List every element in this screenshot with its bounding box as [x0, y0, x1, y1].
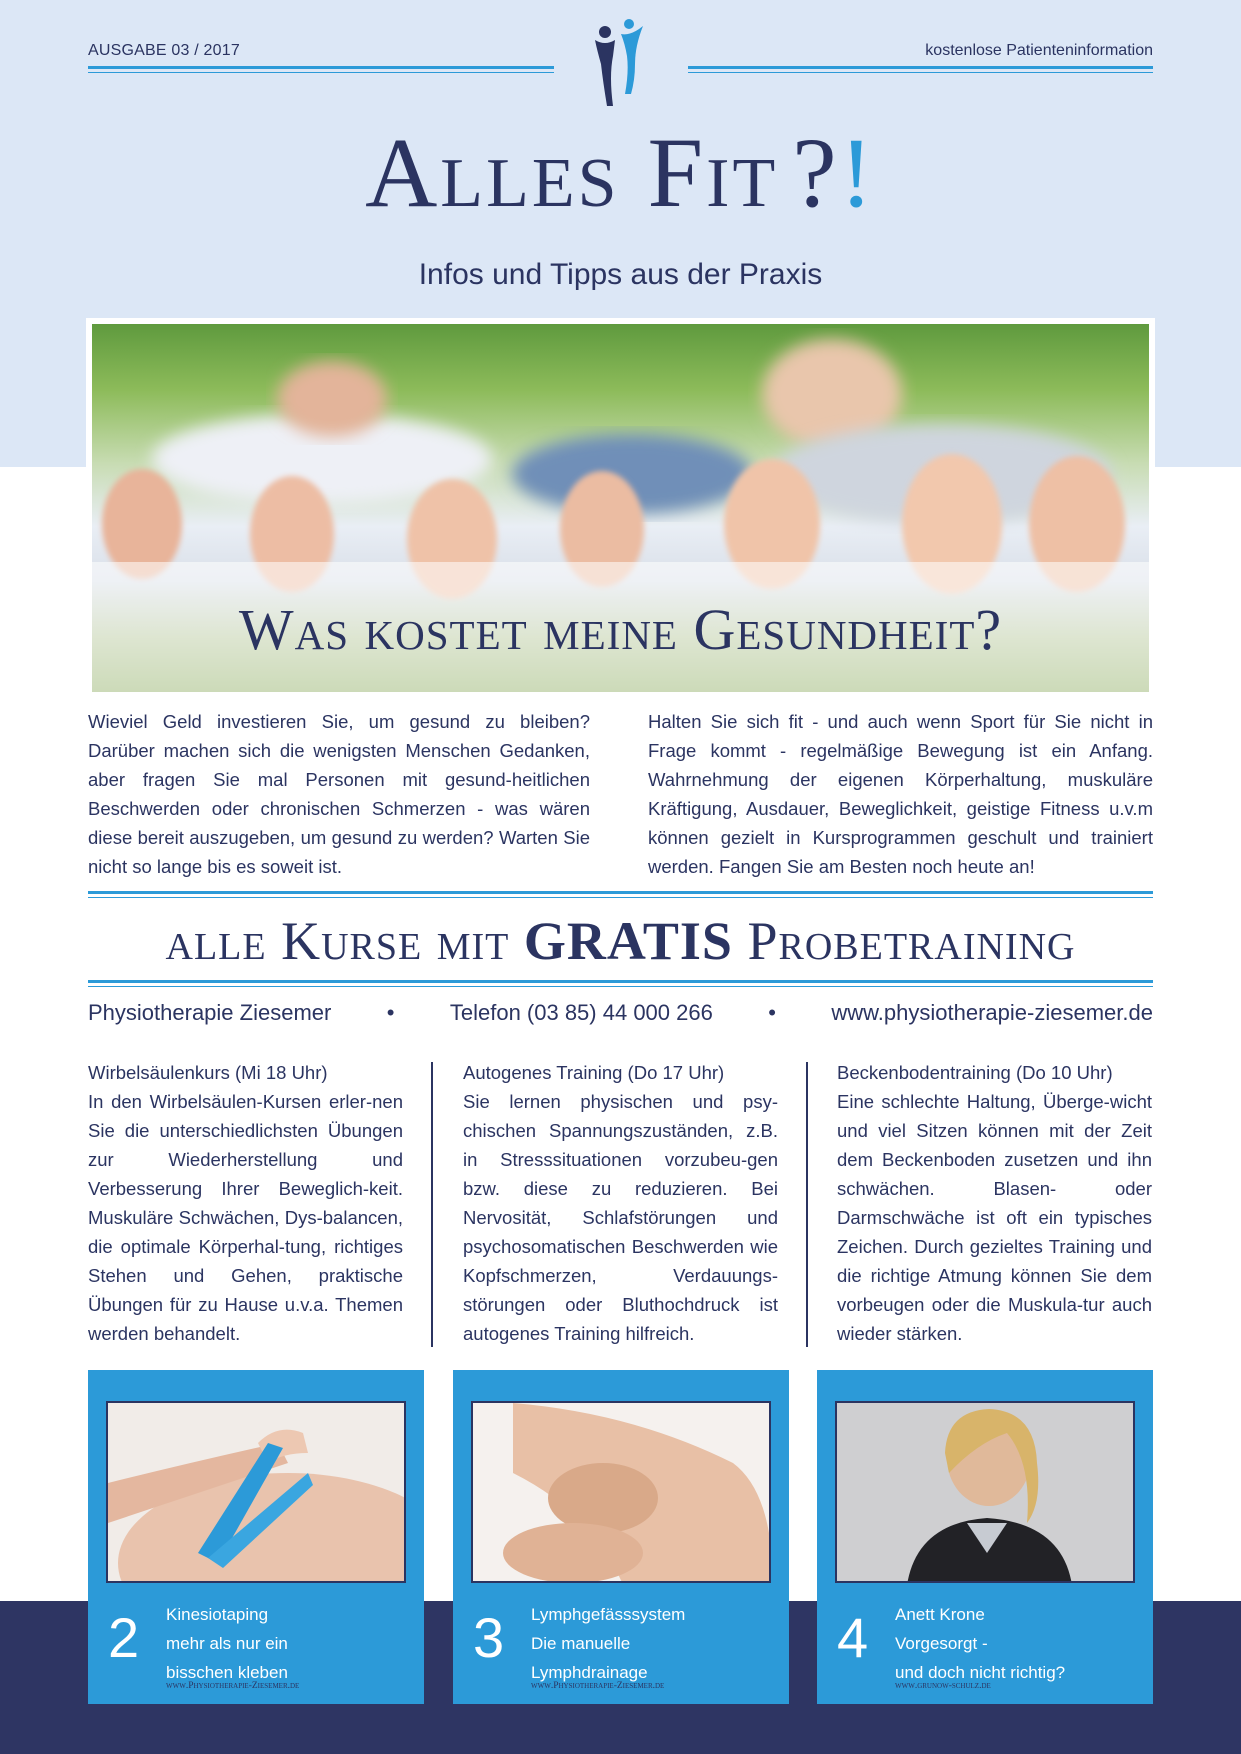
- promo-part2: Probetraining: [747, 911, 1076, 971]
- masthead-exclamation: !: [839, 117, 876, 228]
- header-rule-right: [688, 66, 1153, 73]
- course-autogenes-training: [463, 1058, 778, 1348]
- card-number: 3: [473, 1606, 505, 1669]
- contact-name: Physiotherapie Ziesemer: [88, 1000, 332, 1025]
- card-line: Lymphdrainage: [531, 1663, 648, 1682]
- header-rule-left: [88, 66, 554, 73]
- contact-web[interactable]: www.physiotherapie-ziesemer.de: [831, 1000, 1153, 1025]
- card-number: 2: [108, 1606, 140, 1669]
- portrait-photo: [835, 1401, 1135, 1583]
- intro-text-left: Wieviel Geld investieren Sie, um gesund zu bleiben? Darüber machen sich die wenigsten Menschen Gedanken, aber fragen Sie mal Personen mit gesund-heitlichen Beschwerden oder chronischen Schmerzen - was wären diese bereit auszugeben, um gesund zu werden? Warten Sie nicht so lange bis es soweit ist.: [88, 711, 590, 877]
- course-text: In den Wirbelsäulen-Kursen erler-nen Sie die unterschiedlichsten Übungen zur Wiederherstellung und Verbesserung Ihrer Beweglich-keit. Muskuläre Schwächen, Dys-balancen, die optimale Körperhal-tung, richtiges Stehen und Gehen, praktische Übungen für zu Hause u.v.a. Themen werden behandelt.: [88, 1091, 403, 1344]
- kinesiotaping-photo: [106, 1401, 406, 1583]
- masthead-title: [0, 118, 1241, 228]
- hero-image: [92, 324, 1149, 692]
- people-logo-icon: [591, 16, 649, 108]
- card-text: [895, 1600, 1065, 1687]
- promo-bold: GRATIS: [523, 911, 733, 971]
- promo-rule-bottom: [88, 980, 1153, 987]
- contact-phone: Telefon (03 85) 44 000 266: [449, 1000, 713, 1025]
- card-line: Vorgesorgt -: [895, 1634, 988, 1653]
- course-title: Beckenbodentraining (Do 10 Uhr): [837, 1062, 1113, 1083]
- teaser-card-lymphdrainage[interactable]: [453, 1370, 789, 1704]
- promo-rule-top: [88, 891, 1153, 898]
- course-text: Sie lernen physischen und psy-chischen Spannungszuständen, z.B. in Stresssituationen vorzubeu-gen bzw. diese zu reduzieren. Bei Nervosität, Schlafstörungen und psychosomatischen Beschwerden wie Kopfschmerzen, Verdauungs-störungen oder Bluthochdruck ist autogenes Training hilfreich.: [463, 1091, 778, 1344]
- contact-bullet: •: [386, 1000, 395, 1025]
- card-url[interactable]: www.grunow-schulz.de: [895, 1681, 991, 1691]
- card-line: Die manuelle: [531, 1634, 631, 1653]
- promo-part1: alle Kurse mit: [165, 911, 510, 971]
- card-line: Kinesiotaping: [166, 1605, 269, 1624]
- course-beckenboden: [837, 1058, 1152, 1348]
- course-title: Wirbelsäulenkurs (Mi 18 Uhr): [88, 1062, 328, 1083]
- card-line: bisschen kleben: [166, 1663, 288, 1682]
- course-text: Eine schlechte Haltung, Überge-wicht und viel Sitzen können mit der Zeit dem Beckenboden zusetzen und ihn schwächen. Blasen- oder Darmschwäche ist oft ein typisches Zeichen. Durch gezieltes Training und die richtige Atmung können Sie dem vorbeugen oder die Muskula-tur auch wieder stärken.: [837, 1091, 1152, 1344]
- teaser-card-anett-krone[interactable]: [817, 1370, 1153, 1704]
- hero-heading: Was kostet meine Gesundheit?: [238, 597, 1003, 662]
- tagline: kostenlose Patienteninformation: [925, 42, 1153, 59]
- masthead-main: Alles Fit: [365, 117, 779, 228]
- contact-line: [88, 1000, 1153, 1026]
- course-wirbelsaeule: [88, 1058, 403, 1348]
- column-divider: [431, 1062, 433, 1347]
- card-url[interactable]: www.Physiotherapie-Ziesemer.de: [166, 1681, 300, 1691]
- contact-bullet: •: [768, 1000, 776, 1025]
- issue-label: AUSGABE 03 / 2017: [88, 42, 240, 59]
- promo-headline: [0, 910, 1241, 972]
- lymphdrainage-photo: [471, 1401, 771, 1583]
- card-number: 4: [837, 1606, 869, 1669]
- card-line: mehr als nur ein: [166, 1634, 288, 1653]
- card-line: Anett Krone: [895, 1605, 985, 1624]
- column-divider: [806, 1062, 808, 1347]
- teaser-card-kinesiotaping[interactable]: [88, 1370, 424, 1704]
- course-title: Autogenes Training (Do 17 Uhr): [463, 1062, 725, 1083]
- card-url[interactable]: www.Physiotherapie-Ziesemer.de: [531, 1681, 665, 1691]
- card-text: [166, 1600, 288, 1687]
- masthead-question: ?: [792, 117, 840, 228]
- intro-text-right: Halten Sie sich fit - und auch wenn Sport für Sie nicht in Frage kommt - regelmäßige Bewegung ist ein Anfang. Wahrnehmung der eigenen Körperhaltung, muskuläre Kräftigung, Ausdauer, Beweglichkeit, geistige Fitness u.v.m können gezielt in Kursprogrammen geschult und trainiert werden. Fangen Sie am Besten noch heute an!: [648, 711, 1153, 877]
- card-line: Lymphgefässsystem: [531, 1605, 686, 1624]
- card-text: [531, 1600, 685, 1687]
- card-line: und doch nicht richtig?: [895, 1663, 1066, 1682]
- masthead-subtitle: Infos und Tipps aus der Praxis: [418, 258, 823, 291]
